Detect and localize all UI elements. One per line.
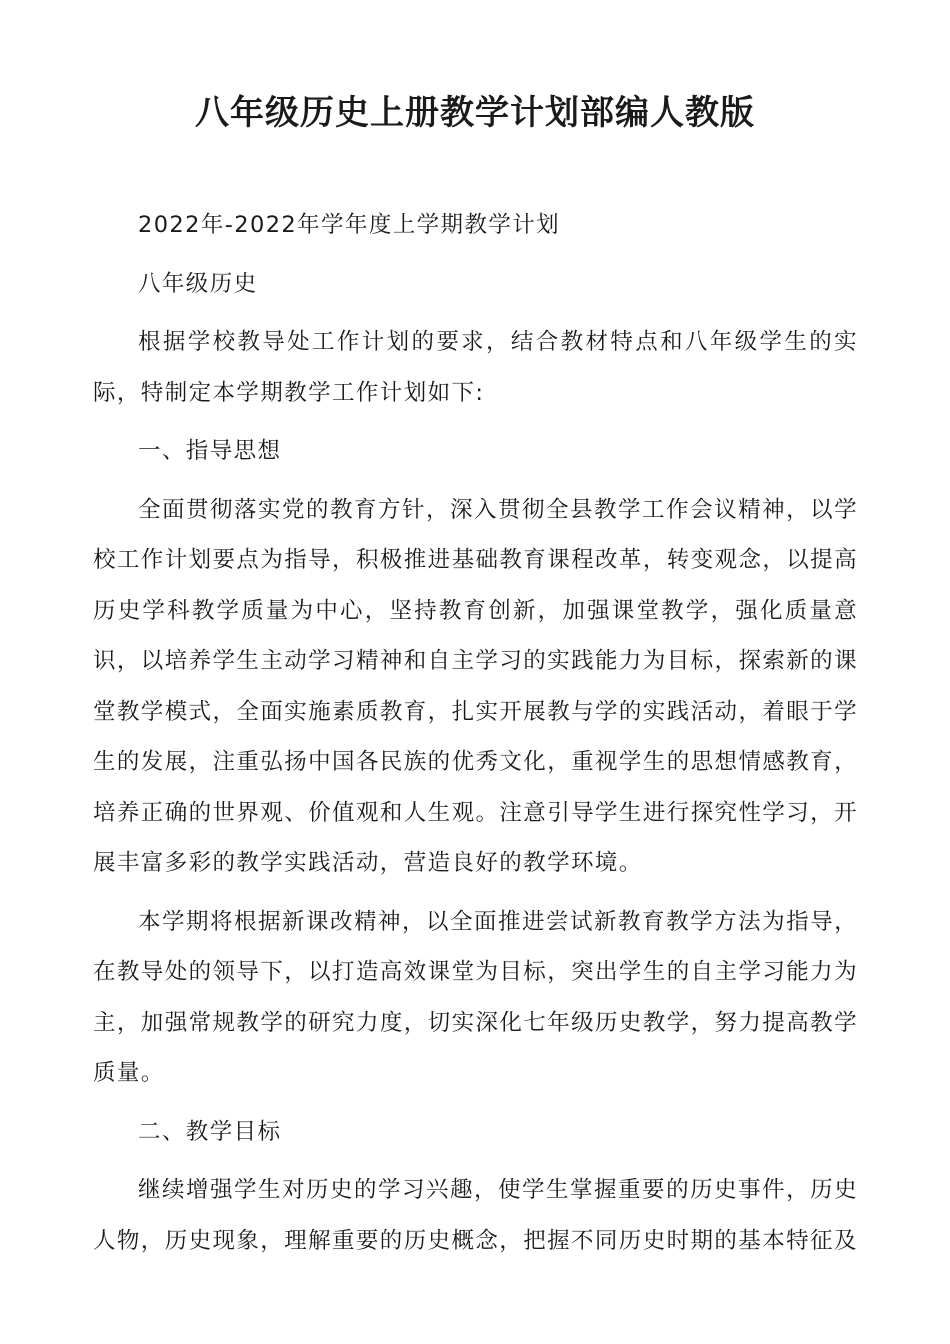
intro-paragraph: 根据学校教导处工作计划的要求，结合教材特点和八年级学生的实际，特制定本学期教学工作计划如下: — [93, 329, 858, 406]
document-body — [93, 200, 858, 1274]
section-heading-guiding-ideology: 一、指导思想 — [138, 438, 282, 464]
school-year-line: 2022年-2022年学年度上学期教学计划 — [138, 212, 561, 238]
document-title: 八年级历史上册教学计划部编人教版 — [195, 93, 755, 133]
section-heading-teaching-goals: 二、教学目标 — [138, 1118, 282, 1145]
semester-plan-paragraph: 本学期将根据新课改精神，以全面推进尝试新教育教学方法为指导，在教导处的领导下，以打造高效课堂为目标，突出学生的自主学习能力为主，加强常规教学的研究力度，切实深化七年级历史教学，努力提高教学质量。 — [93, 908, 858, 1086]
guiding-ideology-paragraph: 全面贯彻落实党的教育方针，深入贯彻全县教学工作会议精神，以学校工作计划要点为指导，积极推进基础教育课程改革，转变观念，以提高历史学科教学质量为中心，坚持教育创新，加强课堂教学，强化质量意识，以培养学生主动学习精神和自主学习的实践能力为目标，探索新的课堂教学模式，全面实施素质教育，扎实开展教与学的实践活动，着眼于学生的发展，注重弘扬中国各民族的优秀文化，重视学生的思想情感教育，培养正确的世界观、价值观和人生观。注意引导学生进行探究性学习，开展丰富多彩的教学实践活动，营造良好的教学环境。 — [93, 496, 858, 876]
subject-line: 八年级历史 — [138, 270, 258, 297]
teaching-goals-paragraph: 继续增强学生对历史的学习兴趣，使学生掌握重要的历史事件，历史人物，历史现象，理解重要的历史概念，把握不同历史时期的基本特征及 — [93, 1177, 858, 1254]
